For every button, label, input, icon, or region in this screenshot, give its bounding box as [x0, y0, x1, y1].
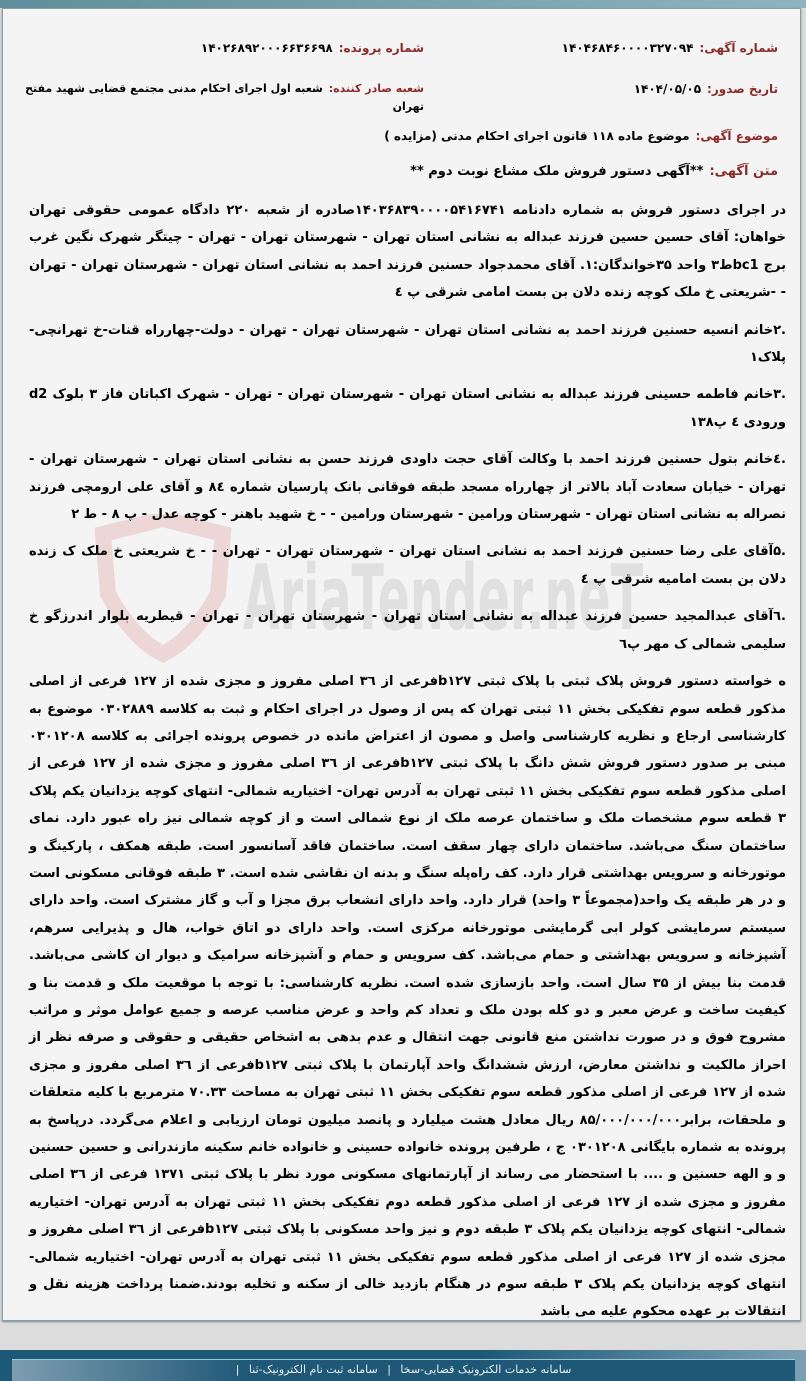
issuer: شعبه اول اجرای احکام مدنی مجتمع قضایی شهید مفتح تهران — [25, 82, 424, 113]
subject-field — [23, 127, 778, 145]
paragraph-defendant-2: .۲خانم انسیه حسنین فرزند احمد به نشانی استان تهران - شهرستان تهران - تهران - دولت-چهارراه قنات-خ تهرانچی-پلاک۱ — [29, 322, 786, 366]
paragraph-details: ه خواسته دستور فروش پلاک ثبتی با پلاک ثبتی b۱۲۷فرعی از ۳٦ اصلی مفروز و مجزی شده از ۱۲۷ فرعی از اصلی مذکور قطعه سوم تفکیکی بخش ۱۱ ثبتی تهران که پس از وصول در اجرای احکام و ثبت به کلاسه ۰۳۰۲۸۸۹ موضوع به کارشناسی ارجاع و نظریه کارشناسی واصل و مصون از اعتراض مانده در خصوص پرونده اجرائی به کلاسه ۰۳۰۱۲۰۸ مبنی بر صدور دستور فروش شش دانگ با پلاک ثبتی b۱۲۷فرعی از ۳٦ اصلی مفروز و مجزی شده از ۱۲۷ فرعی از اصلی مذکور قطعه سوم تفکیکی بخش ۱۱ ثبتی تهران به آدرس تهران- اختیاریه شمالی- انتهای کوچه یزدانیان یکم پلاک ۳ قطعه سوم مشخصات ملک و ساختمان عرصه ملک از نوع شمالی است و از کوچه شمالی نیز راه عبور دارد. نمای ساختمان سنگ می‌باشد. ساختمان دارای چهار سقف است. ساختمان فاقد آسانسور است. طبقه همکف ، پارکینگ و موتورخانه و سرویس بهداشتی قرار دارد. کف راه‌پله سنگ و بدنه ان نقاشی شده است. ۳ طبقه فوقانی مسکونی است و در هر طبقه یک واحد(مجموعاً ۳ واحد) قرار دارد. واحد دارای انشعاب برق مجزا و آب و گاز مشترک است. واحد دارای سیستم سرمایشی کولر ابی گرمایشی موتورخانه مرکزی است. واحد دارای دو اتاق خواب، هال و پذیرایی سرهم، آشپزخانه و سرویس بهداشتی و حمام می‌باشد. کف سرویس و حمام و آشپزخانه سرامیک و دیوار ان کاشی می‌باشد. قدمت بنا بیش از ۳۵ سال است. واحد بازسازی شده است. نظریه کارشناسی: با توجه با موقعیت ملک و قدمت بنا و کیفیت ساخت و عرض معبر و دو کله بودن ملک و تعداد کم واحد و عرض مناسب عرصه و جمیع عوامل موثر و مراتب مشروح فوق و در صورت نداشتن منع قانونی جهت انتقال و عدم بدهی به اشخاص حقیقی و حقوقی و صرفه نظر از احراز مالکیت و نداشتن معارض، ارزش ششدانگ واحد آپارتمان با پلاک ثبتی b۱۲۷فرعی از ۳٦ اصلی مفروز و مجزی شده از ۱۲۷ فرعی از اصلی مذکور قطعه سوم تفکیکی بخش ۱۱ ثبتی تهران به مساحت ۷۰.۳۳ مترمربع با کلیه متعلقات و ملحقات، برابر۸۵/۰۰۰/۰۰۰/۰۰۰ ریال معادل هشت میلیارد و پانصد میلیون تومان ارزیابی و اعلام می‌گردد. درپاسخ به پرونده به شماره بایگانی ۰۳۰۱۲۰۸ ج ، طرفین پرونده خانواده حسینی و خانواده خانم سکینه مازندرانی و حسین حسنین و و الهه حسنین و .... با استحضار می رساند از آپارتمانهای مسکونی مورد نظر با پلاک ثبتی ۱۳۷۱ فرعی از ۳٦ اصلی مفروز و مجزی شده از ۱۲۷ فرعی از اصلی مذکور قطعه دوم تفکیکی بخش ۱۱ ثبتی تهران به آدرس تهران- اختیاریه شمالی- انتهای کوچه یزدانیان یکم پلاک ۳ طبقه دوم و نیز واحد مسکونی با پلاک ثبتی b۱۲۷فرعی از ۳٦ اصلی مفروز و مجزی شده از ۱۲۷ فرعی از اصلی مذکور قطعه سوم تفکیکی بخش ۱۱ ثبتی تهران به آدرس تهران- اختیاریه شمالی- انتهای کوچه یزدانیان یکم پلاک ۳ طبقه سوم در هنگام بازدید خالی از سکنه و تخلیه بودند.ضمنا پرداخت هزینه نقل و انتقالات بر عهده محکوم علیه می باشد — [29, 674, 787, 1320]
footer-separator: | — [387, 1363, 391, 1376]
notice-panel — [2, 8, 801, 1321]
top-bar — [0, 0, 806, 8]
ad-number-field — [433, 39, 778, 57]
paragraph-defendant-4: .٤خانم بتول حسنین فرزند احمد با وکالت آقای حجت داودی فرزند حسن به نشانی استان تهران - شهرستان تهران - تهران - خیابان سعادت آباد بالاتر از چهارراه مسجد طبقه فوقانی بانک پارسیان شماره ۸٤ و آقای علی ارومچی فرزند نصراله به نشانی استان تهران - شهرستان ورامین - شهرستان ورامین - - خ شهید باهنر - کوچه عدل - پ ۸ - ط ۲ — [29, 452, 786, 523]
notice-body — [29, 197, 786, 1336]
case-number: ۱۴۰۲۶۸۹۲۰۰۰۶۶۳۶۶۹۸ — [200, 41, 333, 55]
ad-number: ۱۴۰۴۶۸۴۶۰۰۰۰۳۲۷۰۹۴ — [561, 41, 694, 55]
svg-text:AriaTender.neT: AriaTender.neT — [243, 546, 643, 651]
issue-date-field — [433, 80, 778, 98]
footer-link-sakha[interactable]: سامانه خدمات الکترونیک قضایی-سخا — [400, 1363, 572, 1376]
text-label: متن آگهی: — [709, 164, 778, 179]
case-number-field — [23, 39, 424, 57]
issue-date: ۱۴۰۴/۰۵/۰۵ — [633, 82, 702, 96]
paragraph-intro: در اجرای دستور فروش به شماره دادنامه ۱۴۰۳۶۸۳۹۰۰۰۰۵۴۱۶۷۴۱صادره از شعبه ۲۲۰ دادگاه عمومی حقوقی تهران خواهان: آقای حسین حسین فرزند عبداله به نشانی استان تهران - شهرستان تهران - تهران - چیتگر شهرک نگین غرب برج bc1ط۳ واحد ۳۵خواندگان:۱. آقای محمدجواد حسنین فرزند احمد به نشانی استان تهران - شهرستان تهران - تهران - -شریعتی خ ملک کوچه زنده دلان بن بست امامی شرقی پ ٤ — [29, 203, 787, 301]
footer-link-sana[interactable]: سامانه ثبت نام الکترونیک-ثنا — [248, 1363, 378, 1376]
ad-number-label: شماره آگهی: — [699, 41, 778, 55]
footer-separator: | — [235, 1363, 240, 1376]
footer-links — [12, 1359, 795, 1381]
paragraph-defendant-3: .۳خانم فاطمه حسینی فرزند عبداله به نشانی استان تهران - شهرستان تهران - تهران - شهرک اکباتان فاز ۳ بلوک d2 ورودی ٤ پ۱۳۸ — [29, 387, 786, 430]
footer-bar — [0, 1350, 806, 1381]
issuer-field — [13, 80, 424, 116]
issuer-label: شعبه صادر کننده: — [328, 82, 424, 95]
paragraph-defendant-5: .۵آقای علی رضا حسنین فرزند احمد به نشانی استان تهران - شهرستان تهران - تهران - - خ شریعتی خ ملک ک زنده دلان بن بست امامیه شرقی پ ٤ — [29, 544, 786, 587]
subject-label: موضوع آگهی: — [695, 129, 778, 143]
text-title-field — [23, 163, 778, 181]
text-title: **آگهی دستور فروش ملک مشاع نوبت دوم ** — [410, 164, 704, 179]
issue-date-label: تاریخ صدور: — [707, 82, 778, 96]
case-number-label: شماره پرونده: — [338, 41, 424, 55]
paragraph-defendant-6: .٦آقای عبدالمجید حسین فرزند عبداله به نشانی استان تهران - شهرستان تهران - تهران - قیطریه بلوار اندرزگو خ سلیمی شمالی ک مهر پ٦ — [29, 609, 786, 652]
subject: موضوع ماده ۱۱۸ قانون اجرای احکام مدنی (مزایده ) — [384, 129, 690, 143]
